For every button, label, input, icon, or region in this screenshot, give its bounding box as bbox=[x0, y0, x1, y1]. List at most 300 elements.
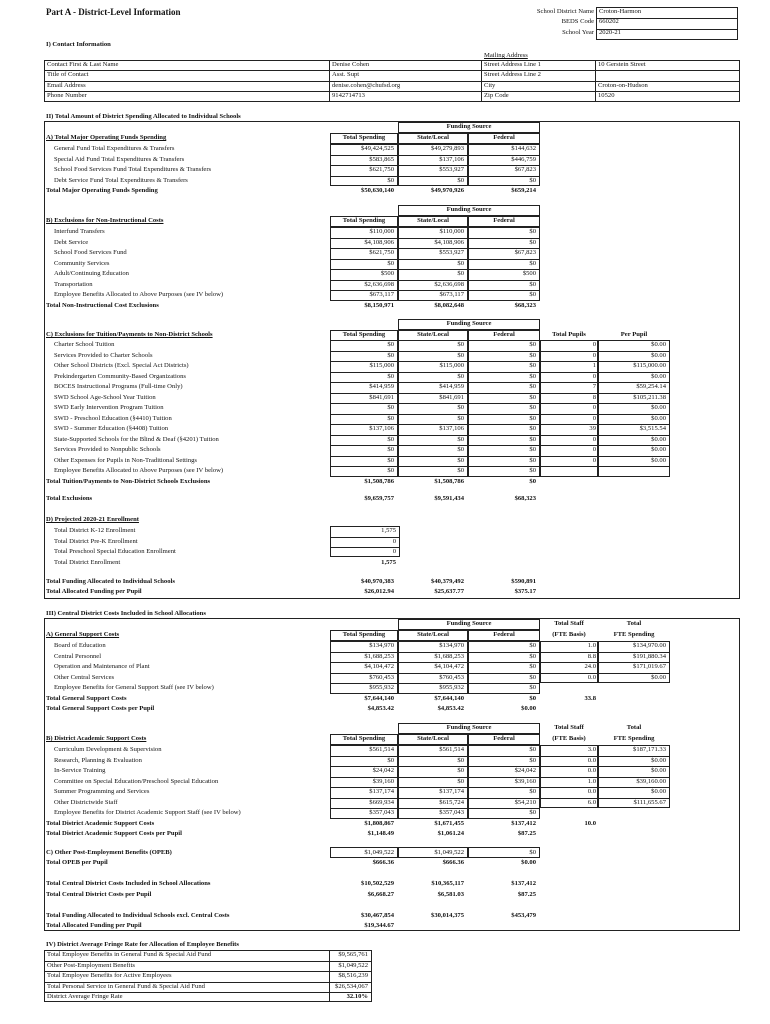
enrollment-label: Total District K-12 Enrollment bbox=[54, 527, 136, 534]
funding-source-label: Funding Source bbox=[446, 206, 492, 213]
fringe-value: 32.10% bbox=[346, 993, 368, 1000]
total-value: $50,630,140 bbox=[361, 187, 394, 194]
federal-cell[interactable]: $0 bbox=[529, 684, 536, 691]
total-spending-cell[interactable]: $0 bbox=[387, 414, 394, 422]
total-value: $6,668.27 bbox=[367, 891, 394, 898]
total-value: $10,365,117 bbox=[431, 880, 464, 887]
fringe-value: $26,534,067 bbox=[335, 982, 368, 990]
federal-cell[interactable]: $0 bbox=[529, 467, 536, 474]
pupils-cell[interactable]: 8 bbox=[592, 393, 596, 401]
rule bbox=[330, 176, 540, 177]
row-label: Community Services bbox=[54, 259, 110, 267]
total-spending-cell[interactable]: $0 bbox=[387, 372, 394, 380]
pupils-cell[interactable]: 0 bbox=[592, 372, 596, 380]
total-spending-cell[interactable]: $673,117 bbox=[369, 291, 394, 298]
opeb-total-cell[interactable]: $1,049,522 bbox=[364, 849, 394, 856]
enrollment-label: Total District Pre-K Enrollment bbox=[54, 537, 138, 545]
federal-cell[interactable]: $67,823 bbox=[514, 166, 536, 173]
state-local-cell[interactable]: $673,117 bbox=[439, 291, 464, 298]
row-label: In-Service Training bbox=[54, 767, 106, 774]
state-local-cell[interactable]: $2,636,698 bbox=[434, 280, 464, 288]
pupils-cell[interactable]: 0 bbox=[592, 446, 596, 453]
total-staff-value: 10.0 bbox=[584, 819, 596, 827]
per-pupil-cell: $105,211.38 bbox=[633, 393, 666, 401]
state-local-cell[interactable]: $134,970 bbox=[439, 642, 464, 649]
total-spending-cell[interactable]: $0 bbox=[387, 176, 394, 184]
row-label: Debt Service Fund Total Expenditures & Transfers bbox=[54, 176, 188, 184]
state-local-cell[interactable]: $553,927 bbox=[439, 166, 464, 173]
fte-staff-cell[interactable]: 0.0 bbox=[587, 788, 596, 795]
state-local-cell[interactable]: $0 bbox=[457, 467, 464, 474]
page-title: Part A - District-Level Information bbox=[46, 7, 181, 17]
col-state-local: State/Local bbox=[417, 331, 449, 338]
total-value: $87.25 bbox=[517, 829, 536, 837]
state-local-cell[interactable]: $137,106 bbox=[439, 155, 464, 163]
fringe-label: Total Employee Benefits for Active Employees bbox=[47, 972, 172, 979]
total-value: $6,581.03 bbox=[437, 891, 464, 898]
col-federal: Federal bbox=[493, 331, 515, 338]
row-label: Summer Programming and Services bbox=[54, 788, 150, 795]
total-label: Total Funding Allocated to Individual Schools bbox=[46, 578, 175, 585]
pupils-cell[interactable]: 0 bbox=[592, 341, 596, 348]
total-label: Total Major Operating Funds Spending bbox=[46, 187, 158, 194]
federal-cell[interactable]: $0 bbox=[529, 435, 536, 443]
district-field[interactable]: Croton-Harmon bbox=[599, 8, 642, 15]
state-local-cell[interactable]: $0 bbox=[457, 767, 464, 774]
col-state-local: State/Local bbox=[417, 217, 449, 224]
fte-staff-cell[interactable]: 24.0 bbox=[584, 663, 596, 670]
total-spending-cell[interactable]: $0 bbox=[387, 341, 394, 348]
total-spending-cell[interactable]: $621,750 bbox=[369, 166, 394, 173]
state-local-cell[interactable]: $561,514 bbox=[439, 746, 464, 753]
mailing-label: City bbox=[484, 82, 496, 89]
col-federal: Federal bbox=[493, 631, 515, 638]
beds-field[interactable]: 660202 bbox=[599, 18, 619, 25]
rule bbox=[330, 547, 400, 548]
federal-cell[interactable]: $0 bbox=[529, 383, 536, 390]
mailing-heading: Mailing Address bbox=[484, 52, 528, 59]
total-label: Total Central District Costs Included in School Allocations bbox=[46, 880, 211, 887]
fte-spending-cell: $134,970.00 bbox=[633, 642, 666, 649]
contact-heading: I) Contact Information bbox=[46, 41, 111, 48]
per-pupil-cell: $0.00 bbox=[651, 341, 666, 348]
col-total-spending: Total Spending bbox=[342, 217, 386, 224]
total-spending-cell[interactable]: $621,750 bbox=[369, 249, 394, 256]
fte-spending-cell: $191,880.34 bbox=[633, 652, 666, 660]
total-value: $10,502,529 bbox=[361, 880, 394, 887]
total-spending-cell[interactable]: $39,160 bbox=[372, 777, 394, 785]
federal-cell[interactable]: $0 bbox=[529, 809, 536, 816]
total-value: $1,508,786 bbox=[364, 477, 394, 485]
mailing-value-field[interactable]: 10520 bbox=[598, 92, 615, 99]
total-label: Total Tuition/Payments to Non-District Schools Exclusions bbox=[46, 477, 211, 485]
row-label: Employee Benefits Allocated to Above Purposes (see IV below) bbox=[54, 291, 224, 298]
state-local-cell[interactable]: $955,932 bbox=[439, 684, 464, 691]
pupils-cell[interactable]: 7 bbox=[592, 383, 596, 390]
row-label: Debt Service bbox=[54, 238, 89, 246]
col-total: Total bbox=[626, 724, 642, 731]
state-local-cell[interactable]: $760,453 bbox=[439, 673, 464, 681]
fte-staff-cell[interactable]: 0.0 bbox=[587, 756, 596, 764]
total-value: $590,891 bbox=[511, 578, 536, 585]
rule bbox=[330, 456, 670, 457]
total-spending-cell[interactable]: $110,000 bbox=[369, 228, 394, 235]
mailing-label: Street Address Line 2 bbox=[484, 71, 541, 78]
per-pupil-cell: $3,515.54 bbox=[639, 425, 666, 432]
state-local-cell[interactable]: $357,043 bbox=[439, 809, 464, 816]
col-per-pupil: Per Pupil bbox=[620, 331, 648, 338]
state-local-cell[interactable]: $414,959 bbox=[439, 383, 464, 390]
state-local-cell[interactable]: $137,106 bbox=[439, 425, 464, 432]
federal-cell[interactable]: $0 bbox=[529, 228, 536, 235]
federal-cell[interactable]: $67,823 bbox=[514, 249, 536, 256]
fringe-label: District Average Fringe Rate bbox=[47, 993, 123, 1000]
total-spending-cell[interactable]: $134,970 bbox=[369, 642, 394, 649]
pupils-cell[interactable]: 0 bbox=[592, 404, 596, 411]
total-value: $0.00 bbox=[521, 859, 536, 866]
contact-value-field[interactable]: denise.cohen@chufsd.org bbox=[332, 82, 401, 89]
total-staff-value: 33.8 bbox=[584, 694, 596, 702]
total-spending-cell[interactable]: $137,174 bbox=[369, 788, 394, 795]
total-value: $666.36 bbox=[442, 859, 464, 866]
state-local-cell[interactable]: $553,927 bbox=[439, 249, 464, 256]
state-local-cell[interactable]: $4,108,906 bbox=[434, 238, 464, 246]
funding-source-label: Funding Source bbox=[446, 620, 492, 627]
total-spending-cell[interactable]: $4,108,906 bbox=[364, 238, 394, 246]
row-label: Prekindergarten Community-Based Organizations bbox=[54, 372, 186, 380]
row-label: Special Aid Fund Total Expenditures & Transfers bbox=[54, 155, 185, 163]
row-label: Services Provided to Nonpublic Schools bbox=[54, 446, 161, 453]
total-value: $8,082,648 bbox=[434, 301, 464, 309]
pupils-cell[interactable]: 1 bbox=[592, 362, 596, 369]
federal-cell[interactable]: $0 bbox=[529, 291, 536, 298]
federal-cell[interactable]: $0 bbox=[529, 652, 536, 660]
state-local-cell[interactable]: $0 bbox=[457, 341, 464, 348]
col-federal: Federal bbox=[493, 134, 515, 141]
total-value: $30,467,854 bbox=[361, 912, 394, 919]
contact-value-field[interactable]: Denise Cohen bbox=[332, 61, 370, 68]
enrollment-field[interactable]: 0 bbox=[392, 537, 396, 545]
state-local-cell[interactable]: $0 bbox=[457, 435, 464, 443]
total-value: $1,148.49 bbox=[367, 829, 394, 837]
federal-cell[interactable]: $0 bbox=[529, 404, 536, 411]
fte-spending-cell: $0.00 bbox=[651, 673, 666, 681]
year-field[interactable]: 2020-21 bbox=[599, 29, 621, 36]
row-label: Research, Planning & Evaluation bbox=[54, 756, 142, 764]
federal-cell[interactable]: $500 bbox=[522, 270, 536, 277]
contact-value-field[interactable]: 9142714713 bbox=[332, 92, 365, 99]
rule bbox=[330, 683, 540, 684]
total-spending-cell[interactable]: $0 bbox=[387, 467, 394, 474]
fte-spending-cell: $0.00 bbox=[651, 767, 666, 774]
total-spending-cell[interactable]: $357,043 bbox=[369, 809, 394, 816]
fringe-value: $1,049,522 bbox=[338, 961, 368, 969]
rule bbox=[330, 808, 540, 809]
state-local-cell[interactable]: $0 bbox=[457, 351, 464, 359]
total-spending-cell[interactable]: $137,106 bbox=[369, 425, 394, 432]
federal-cell[interactable]: $0 bbox=[529, 642, 536, 649]
federal-cell[interactable]: $0 bbox=[529, 673, 536, 681]
total-label: Total Non-Instructional Cost Exclusions bbox=[46, 301, 159, 309]
total-spending-cell[interactable]: $0 bbox=[387, 404, 394, 411]
row-label: SWD Early Intervention Program Tuition bbox=[54, 404, 164, 411]
row-label: Curriculum Development & Supervision bbox=[54, 746, 162, 753]
total-value: $137,412 bbox=[511, 819, 536, 827]
row-label: Central Personnel bbox=[54, 652, 102, 660]
row-label: Other Expenses for Pupils in Non-Traditional Settings bbox=[54, 456, 197, 464]
total-spending-cell[interactable]: $4,104,472 bbox=[364, 663, 394, 670]
total-value: $87.25 bbox=[517, 891, 536, 898]
total-label: Total District Academic Support Costs per Pupil bbox=[46, 829, 182, 837]
fte-staff-cell[interactable]: 8.8 bbox=[587, 652, 596, 660]
row-label: Operation and Maintenance of Plant bbox=[54, 663, 150, 670]
contact-label: Contact First & Last Name bbox=[47, 61, 119, 68]
total-value: $7,644,140 bbox=[434, 694, 464, 702]
col-fte-spending: FTE Spending bbox=[613, 631, 655, 638]
total-label: Total Central District Costs per Pupil bbox=[46, 891, 152, 898]
funding-source-label: Funding Source bbox=[446, 724, 492, 731]
fte-spending-cell: $0.00 bbox=[651, 788, 666, 795]
fte-staff-cell[interactable]: 0.0 bbox=[587, 673, 596, 681]
total-spending-cell[interactable]: $583,865 bbox=[369, 155, 394, 163]
fte-spending-cell: $171,019.67 bbox=[633, 663, 666, 670]
federal-cell[interactable]: $24,042 bbox=[514, 767, 536, 774]
sec3-b-heading: B) District Academic Support Costs bbox=[46, 735, 147, 742]
total-value: $68,323 bbox=[514, 301, 536, 309]
total-value: $0 bbox=[529, 477, 536, 485]
state-local-cell[interactable]: $0 bbox=[457, 270, 464, 277]
state-local-cell[interactable]: $841,691 bbox=[439, 393, 464, 401]
enrollment-field[interactable]: 0 bbox=[392, 548, 396, 555]
total-value: $4,853.42 bbox=[437, 704, 464, 712]
state-local-cell[interactable]: $110,000 bbox=[439, 228, 464, 235]
contact-value-field[interactable]: Asst. Supt bbox=[332, 71, 360, 78]
federal-cell[interactable]: $0 bbox=[529, 280, 536, 288]
rule bbox=[330, 445, 670, 446]
total-spending-cell[interactable]: $115,000 bbox=[369, 362, 394, 369]
col-state-local: State/Local bbox=[417, 631, 449, 638]
rule bbox=[330, 165, 540, 166]
funding-source-label: Funding Source bbox=[446, 320, 492, 327]
total-value: $8,150,971 bbox=[364, 301, 394, 309]
fte-staff-cell[interactable]: 1.0 bbox=[587, 777, 596, 785]
state-local-cell[interactable]: $0 bbox=[457, 756, 464, 764]
state-local-cell[interactable]: $0 bbox=[457, 456, 464, 464]
federal-cell[interactable]: $0 bbox=[529, 414, 536, 422]
state-local-cell[interactable]: $0 bbox=[457, 414, 464, 422]
total-value: $4,853.42 bbox=[367, 704, 394, 712]
total-spending-cell[interactable]: $0 bbox=[387, 456, 394, 464]
enrollment-total: 1,575 bbox=[381, 558, 396, 566]
total-value: $19,344.67 bbox=[364, 922, 394, 929]
row-label: Interfund Transfers bbox=[54, 228, 105, 235]
row-label: Other School Districts (Excl. Special Act Districts) bbox=[54, 362, 189, 369]
state-local-cell[interactable]: $0 bbox=[457, 446, 464, 453]
total-value: $9,591,434 bbox=[434, 495, 464, 502]
rule bbox=[330, 290, 540, 291]
federal-cell[interactable]: $0 bbox=[529, 756, 536, 764]
state-local-cell[interactable]: $0 bbox=[457, 372, 464, 380]
total-spending-cell[interactable]: $669,934 bbox=[369, 798, 394, 806]
sec2-c-heading: C) Exclusions for Tuition/Payments to Non-District Schools bbox=[46, 331, 213, 338]
row-label: Employee Benefits for District Academic Support Staff (see IV below) bbox=[54, 809, 241, 816]
state-local-cell[interactable]: $0 bbox=[457, 176, 464, 184]
total-spending-cell[interactable]: $841,691 bbox=[369, 393, 394, 401]
fte-staff-cell[interactable]: 3.0 bbox=[587, 746, 596, 753]
total-spending-cell[interactable]: $414,959 bbox=[369, 383, 394, 390]
state-local-cell[interactable]: $0 bbox=[457, 259, 464, 267]
pupils-cell[interactable]: 0 bbox=[592, 435, 596, 443]
row-label: SWD - Summer Education (§4408) Tuition bbox=[54, 425, 169, 432]
fringe-value: $8,516,239 bbox=[338, 972, 368, 979]
enrollment-label: Total Preschool Special Education Enrollment bbox=[54, 548, 176, 555]
rule bbox=[330, 435, 670, 436]
federal-cell[interactable]: $0 bbox=[529, 341, 536, 348]
row-label: Transportation bbox=[54, 280, 93, 288]
funding-source-label: Funding Source bbox=[446, 123, 492, 130]
total-spending-cell[interactable]: $500 bbox=[380, 270, 394, 277]
federal-cell[interactable]: $39,160 bbox=[514, 777, 536, 785]
pupils-cell[interactable]: 0 bbox=[592, 414, 596, 422]
col-total-spending: Total Spending bbox=[342, 735, 386, 742]
opeb-federal-cell[interactable]: $0 bbox=[529, 849, 536, 856]
col-fte-spending: FTE Spending bbox=[613, 735, 655, 742]
total-spending-cell[interactable]: $561,514 bbox=[369, 746, 394, 753]
rule bbox=[330, 351, 670, 352]
fte-staff-cell[interactable]: 1.0 bbox=[587, 642, 596, 649]
federal-cell[interactable]: $0 bbox=[529, 393, 536, 401]
enrollment-field[interactable]: 1,575 bbox=[381, 527, 396, 534]
federal-cell[interactable]: $0 bbox=[529, 238, 536, 246]
total-value: $25,637.77 bbox=[434, 588, 464, 595]
total-value: $40,970,383 bbox=[361, 578, 394, 585]
federal-cell[interactable]: $0 bbox=[529, 425, 536, 432]
sec4-heading: IV) District Average Fringe Rate for Allocation of Employee Benefits bbox=[46, 941, 239, 948]
pupils-cell[interactable]: 0 bbox=[592, 351, 596, 359]
total-value: $1,671,455 bbox=[434, 819, 464, 827]
total-value: $68,323 bbox=[514, 495, 536, 502]
mailing-value-field[interactable]: Croton-on-Hudson bbox=[598, 82, 648, 89]
total-spending-cell[interactable]: $0 bbox=[387, 756, 394, 764]
rule bbox=[330, 756, 670, 757]
year-label: School Year bbox=[562, 29, 594, 36]
total-value: $7,644,140 bbox=[364, 694, 394, 702]
per-pupil-cell: $59,254.14 bbox=[636, 383, 666, 390]
federal-cell[interactable]: $0 bbox=[529, 746, 536, 753]
rule bbox=[330, 248, 540, 249]
rule bbox=[330, 414, 670, 415]
col-total-spending: Total Spending bbox=[342, 631, 386, 638]
sec2-a-heading: A) Total Major Operating Funds Spending bbox=[46, 134, 167, 141]
federal-cell[interactable]: $54,210 bbox=[514, 798, 536, 806]
total-value: $0 bbox=[529, 694, 536, 702]
col-state-local: State/Local bbox=[417, 134, 449, 141]
col-total-pupils: Total Pupils bbox=[552, 331, 586, 338]
district-label: School District Name bbox=[536, 8, 594, 15]
state-local-cell[interactable]: $137,174 bbox=[439, 788, 464, 795]
row-label: Charter School Tuition bbox=[54, 341, 115, 348]
federal-cell[interactable]: $446,759 bbox=[511, 155, 536, 163]
total-spending-cell[interactable]: $1,688,253 bbox=[364, 652, 394, 660]
sec3-c-heading: C) Other Post-Employment Benefits (OPEB) bbox=[46, 849, 172, 856]
total-value: $666.36 bbox=[372, 859, 394, 866]
mailing-value-field[interactable]: 10 Gerstein Street bbox=[598, 61, 646, 68]
total-value: $40,379,492 bbox=[431, 578, 464, 585]
total-spending-cell[interactable]: $760,453 bbox=[369, 673, 394, 681]
total-spending-cell[interactable]: $955,932 bbox=[369, 684, 394, 691]
fte-staff-cell[interactable]: 0.0 bbox=[587, 767, 596, 774]
total-value: $137,412 bbox=[511, 880, 536, 887]
state-local-cell[interactable]: $4,104,472 bbox=[434, 663, 464, 670]
fte-spending-cell: $39,160.00 bbox=[636, 777, 666, 785]
row-label: SWD - Preschool Education (§4410) Tuition bbox=[54, 414, 172, 422]
total-value: $375.17 bbox=[514, 588, 536, 595]
sec2-d-heading: D) Projected 2020-21 Enrollment bbox=[46, 516, 139, 523]
state-local-cell[interactable]: $49,279,893 bbox=[431, 145, 464, 152]
state-local-cell[interactable]: $615,724 bbox=[439, 798, 464, 806]
fte-spending-cell: $111,655.67 bbox=[633, 798, 666, 806]
pupils-cell[interactable]: 39 bbox=[589, 425, 596, 432]
col-federal: Federal bbox=[493, 735, 515, 742]
federal-cell[interactable]: $0 bbox=[529, 176, 536, 184]
fringe-value: $9,565,761 bbox=[338, 951, 368, 958]
federal-cell[interactable]: $0 bbox=[529, 372, 536, 380]
row-label: Other Central Services bbox=[54, 673, 115, 681]
contact-label: Email Address bbox=[47, 82, 86, 89]
col-fte-basis: (FTE Basis) bbox=[552, 631, 586, 638]
col-total: Total bbox=[626, 620, 642, 627]
total-spending-cell[interactable]: $0 bbox=[387, 435, 394, 443]
rule bbox=[330, 155, 540, 156]
total-spending-cell[interactable]: $0 bbox=[387, 446, 394, 453]
federal-cell[interactable]: $0 bbox=[529, 351, 536, 359]
total-spending-cell[interactable]: $24,042 bbox=[372, 767, 394, 774]
total-spending-cell[interactable]: $2,636,698 bbox=[364, 280, 394, 288]
federal-cell[interactable]: $0 bbox=[529, 362, 536, 369]
federal-cell[interactable]: $0 bbox=[529, 259, 536, 267]
rule bbox=[330, 372, 670, 373]
state-local-cell[interactable]: $0 bbox=[457, 777, 464, 785]
total-label: Total General Support Costs bbox=[46, 694, 127, 702]
total-spending-cell[interactable]: $0 bbox=[387, 351, 394, 359]
federal-cell[interactable]: $0 bbox=[529, 456, 536, 464]
sec3-heading: III) Central District Costs Included in School Allocations bbox=[46, 610, 206, 617]
fte-spending-cell: $0.00 bbox=[651, 756, 666, 764]
state-local-cell[interactable]: $1,688,253 bbox=[434, 652, 464, 660]
per-pupil-cell: $0.00 bbox=[651, 414, 666, 422]
per-pupil-cell: $0.00 bbox=[651, 351, 666, 359]
total-value: $30,014,375 bbox=[431, 912, 464, 919]
total-label: Total OPEB per Pupil bbox=[46, 859, 108, 866]
rule bbox=[330, 259, 540, 260]
total-spending-cell[interactable]: $0 bbox=[387, 259, 394, 267]
federal-cell[interactable]: $144,632 bbox=[511, 145, 536, 152]
col-total-spending: Total Spending bbox=[342, 134, 386, 141]
state-local-cell[interactable]: $115,000 bbox=[439, 362, 464, 369]
total-spending-cell[interactable]: $49,424,525 bbox=[361, 145, 394, 152]
opeb-state-cell[interactable]: $1,049,522 bbox=[434, 849, 464, 856]
federal-cell[interactable]: $0 bbox=[529, 663, 536, 670]
federal-cell[interactable]: $0 bbox=[529, 788, 536, 795]
federal-cell[interactable]: $0 bbox=[529, 446, 536, 453]
contact-label: Phone Number bbox=[47, 92, 87, 99]
fte-staff-cell[interactable]: 6.0 bbox=[587, 798, 596, 806]
rule bbox=[330, 403, 670, 404]
sec2-heading: II) Total Amount of District Spending Allocated to Individual Schools bbox=[46, 113, 241, 120]
state-local-cell[interactable]: $0 bbox=[457, 404, 464, 411]
fringe-label: Total Personal Service in General Fund & Special Aid Fund bbox=[47, 982, 205, 990]
pupils-cell[interactable]: 0 bbox=[592, 456, 596, 464]
